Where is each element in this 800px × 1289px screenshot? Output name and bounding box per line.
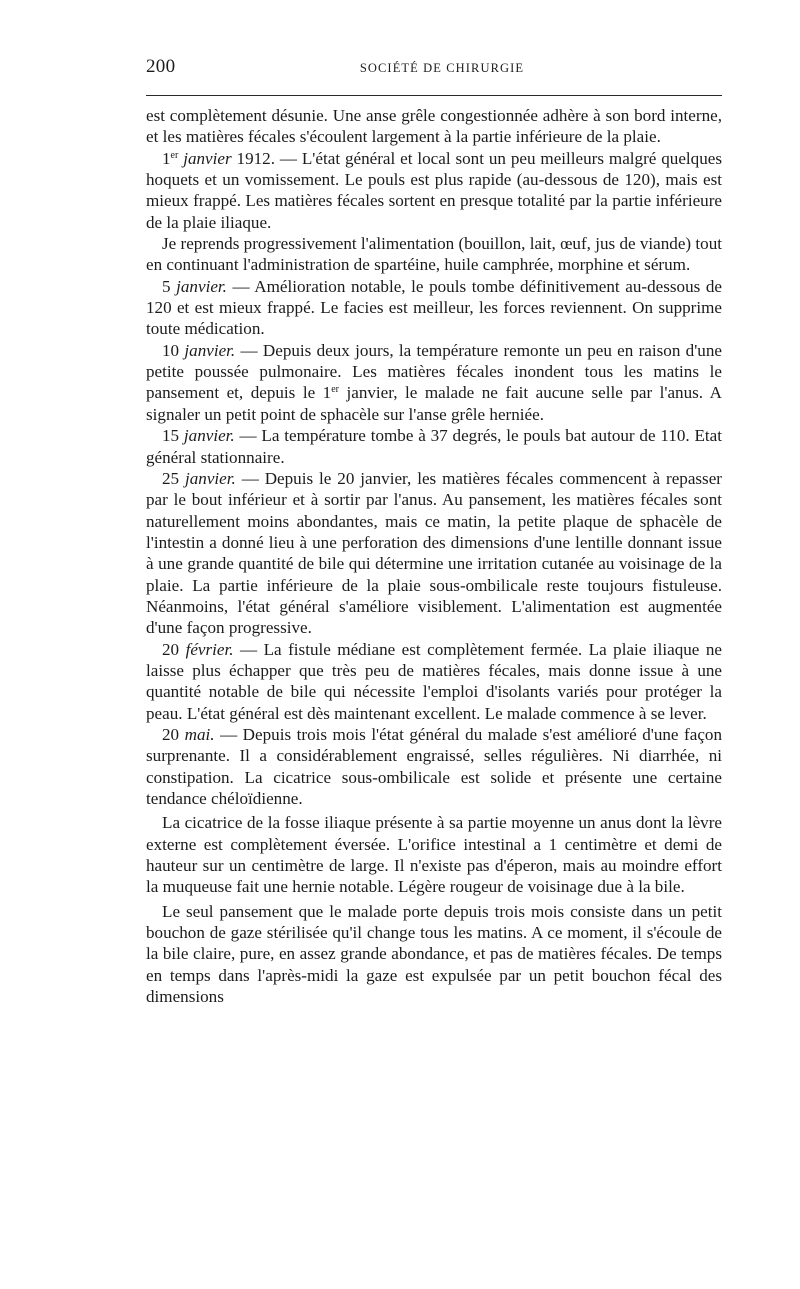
paragraph-continuation: est complètement désunie. Une anse grêle congestionnée adhère à son bord interne, et les matières fécales s'écoulent largement à la partie inférieure de la plaie. xyxy=(146,106,722,147)
body-text xyxy=(146,105,722,1007)
entry-date: janvier xyxy=(183,148,232,168)
entry-date: janvier. xyxy=(183,426,235,446)
entry-date: janvier. xyxy=(176,276,227,296)
running-title: SOCIÉTÉ DE CHIRURGIE xyxy=(359,61,525,75)
paragraph-15-janvier: 15 janvier. — La température tombe à 37 degrés, le pouls bat autour de 110. Etat général stationnaire. xyxy=(146,426,722,467)
paragraph-pansement: Le seul pansement que le malade porte depuis trois mois consiste dans un petit bouchon de gaze stérilisée qu'il change tous les matins. A ce moment, il s'écoule de la bile claire, pure, en assez grande abondance, et pas de matières fécales. De temps en temps dans l'après-midi la gaze est expulsée par un petit bouchon fécal des dimensions xyxy=(146,901,722,1007)
paragraph-20-mai: 20 mai. — Depuis trois mois l'état général du malade s'est amélioré d'une façon surprenante. Il a considérablement engraissé, selles régulières. Ni diarrhée, ni constipation. La cicatrice sous-ombilicale est solide et présente une certaine tendance chéloïdienne. xyxy=(146,724,722,808)
header-rule xyxy=(146,95,722,96)
entry-date: janvier. xyxy=(185,468,236,488)
entry-date: janvier. xyxy=(184,340,236,360)
paragraph-1-janvier: 1er janvier 1912. — L'état général et local sont un peu meilleurs malgré quelques hoquets et un vomissement. Le pouls est plus rapide (au-dessous de 120), mais est mieux frappé. Les matières fécales sortent en presque totalité par la partie inférieure de la plaie iliaque. xyxy=(146,148,723,232)
paragraph-10-janvier: 10 janvier. — Depuis deux jours, la température remonte un peu en raison d'une petite poussée pulmonaire. Les matières fécales inondent tous les matins le pansement et, depuis le 1er janvier, le malade ne fait aucune selle par l'anus. A signaler un petit point de sphacèle sur l'anse grêle herniée. xyxy=(146,340,722,424)
paragraph-25-janvier: 25 janvier. — Depuis le 20 janvier, les matières fécales commencent à repasser par le bout inférieur et à sortir par l'anus. Au pansement, les matières fécales sont naturellement moins abondantes, mais ce matin, la petite plaque de sphacèle de l'intestin a donné lieu à une perforation des dimensions d'une lentille donnant issue à une grande quantité de bile qui détermine une irritation cutanée au voisinage de la plaie. La partie inférieure de la plaie sous-ombilicale reste toujours fistuleuse. Néanmoins, l'état général s'améliore visiblement. L'alimentation est augmentée d'une façon progressive. xyxy=(146,468,722,638)
paragraph-cicatrice: La cicatrice de la fosse iliaque présente à sa partie moyenne un anus dont la lèvre externe est complètement éversée. L'orifice intestinal a 1 centimètre et demi de hauteur sur un centimètre de large. Il n'existe pas d'éperon, mais au moindre effort la muqueuse fait une hernie notable. Légère rougeur de voisinage due à la bile. xyxy=(146,813,722,897)
page-header xyxy=(146,52,722,82)
entry-date: février. xyxy=(185,639,234,659)
page-number: 200 xyxy=(146,56,176,77)
paragraph-20-fevrier: 20 février. — La fistule médiane est complètement fermée. La plaie iliaque ne laisse plus échapper que très peu de matières fécales, mais donne issue à une quantité notable de bile qui nécessite l'emploi d'isolants variés pour protéger la peau. L'état général est dès maintenant excellent. Le malade commence à se lever. xyxy=(146,639,722,723)
paragraph-5-janvier: 5 janvier. — Amélioration notable, le pouls tombe définitivement au-dessous de 120 et est mieux frappé. Le facies est meilleur, les forces reviennent. On supprime toute médication. xyxy=(146,276,722,339)
paragraph-alimentation: Je reprends progressivement l'alimentation (bouillon, lait, œuf, jus de viande) tout en continuant l'administration de spartéine, huile camphrée, morphine et sérum. xyxy=(146,234,722,275)
entry-date: mai. xyxy=(184,724,215,744)
